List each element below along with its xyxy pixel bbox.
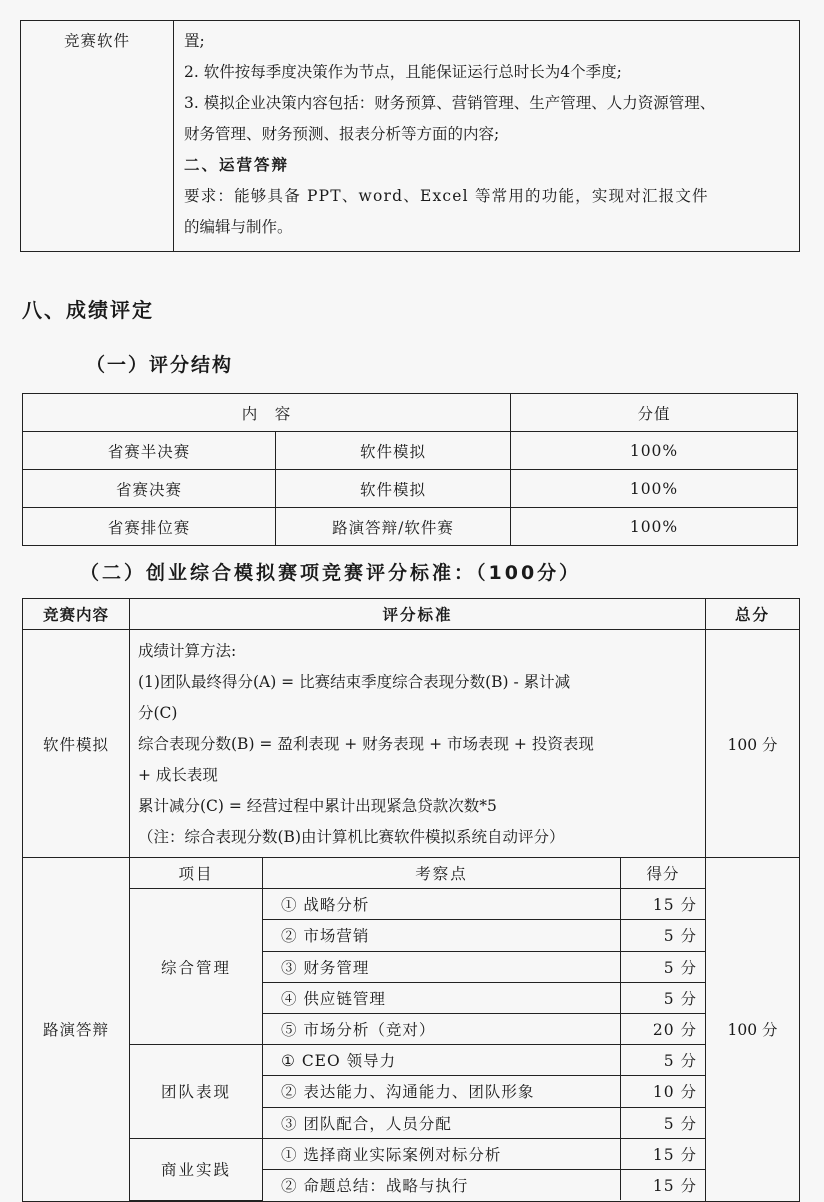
point-score: 15 分 — [621, 1138, 706, 1169]
row-content — [174, 21, 800, 252]
table-header-row — [23, 394, 798, 432]
point-score: 20 分 — [621, 1013, 706, 1044]
point-score: 10 分 — [621, 1076, 706, 1107]
competition-software-table — [20, 20, 800, 252]
roadshow-criteria-table — [130, 858, 705, 1201]
text-line: (1)团队最终得分(A) = 比赛结束季度综合表现分数(B) - 累计减 — [138, 673, 571, 691]
point-score: 5 分 — [621, 982, 706, 1013]
check-point: ② 命题总结：战略与执行 — [263, 1169, 621, 1200]
section-heading: 八、成绩评定 — [22, 298, 154, 322]
item-cell: 路演答辩/软件赛 — [276, 508, 511, 546]
group-name: 综合管理 — [130, 889, 263, 1045]
check-point: ① CEO 领导力 — [263, 1045, 621, 1076]
sub-heading-standard: （二）创业综合模拟赛项竞赛评分标准：（100分） — [80, 562, 582, 584]
sub-header-item: 项目 — [130, 858, 263, 889]
table-row — [21, 21, 800, 252]
check-point: ④ 供应链管理 — [263, 982, 621, 1013]
check-point: ⑤ 市场分析（竞对） — [263, 1013, 621, 1044]
stage-cell: 省赛半决赛 — [23, 432, 276, 470]
text-line: 成绩计算方法: — [138, 642, 237, 660]
roadshow-row — [23, 858, 800, 1202]
table-row — [23, 470, 798, 508]
text-line: + 成长表现 — [138, 766, 218, 784]
text-line: 财务管理、财务预测、报表分析等方面的内容; — [184, 125, 500, 143]
point-score: 5 分 — [621, 951, 706, 982]
table-row — [130, 889, 705, 920]
text-line: 要求：能够具备 PPT、word、Excel 等常用的功能，实现对汇报文件 — [184, 187, 709, 205]
point-score: 15 分 — [621, 889, 706, 920]
point-score: 5 分 — [621, 1045, 706, 1076]
point-score: 15 分 — [621, 1169, 706, 1200]
text-line: 置; — [184, 32, 205, 50]
roadshow-total: 100 分 — [706, 858, 800, 1202]
item-cell: 软件模拟 — [276, 432, 511, 470]
text-line: 2. 软件按每季度决策作为节点，且能保证运行总时长为4个季度; — [184, 63, 622, 81]
sub-header-row — [130, 858, 705, 889]
check-point: ① 战略分析 — [263, 889, 621, 920]
sub-heading-structure: （一）评分结构 — [86, 354, 234, 376]
software-name: 软件模拟 — [23, 630, 130, 858]
score-cell: 100% — [511, 432, 798, 470]
table-row — [130, 1138, 705, 1169]
group-name: 团队表现 — [130, 1045, 263, 1139]
row-label: 竞赛软件 — [21, 21, 174, 252]
group-name: 商业实践 — [130, 1138, 263, 1200]
header-criteria: 评分标准 — [130, 599, 706, 630]
header-content: 竞赛内容 — [23, 599, 130, 630]
sub-header-score: 得分 — [621, 858, 706, 889]
text-line: 的编辑与制作。 — [184, 218, 293, 236]
check-point: ② 市场营销 — [263, 920, 621, 951]
score-cell: 100% — [511, 470, 798, 508]
text-line: 分(C) — [138, 704, 178, 722]
header-content: 内 容 — [23, 394, 511, 432]
scoring-standard-table — [22, 598, 800, 1202]
software-total: 100 分 — [706, 630, 800, 858]
point-score: 5 分 — [621, 1107, 706, 1138]
item-cell: 软件模拟 — [276, 470, 511, 508]
table-row — [23, 432, 798, 470]
table-header-row — [23, 599, 800, 630]
text-line: 累计减分(C) = 经营过程中累计出现紧急贷款次数*5 — [138, 797, 497, 815]
text-line: （注：综合表现分数(B)由计算机比赛软件模拟系统自动评分） — [138, 828, 565, 846]
table-row — [130, 1045, 705, 1076]
text-line: 综合表现分数(B) = 盈利表现 + 财务表现 + 市场表现 + 投资表现 — [138, 735, 594, 753]
point-score: 5 分 — [621, 920, 706, 951]
check-point: ① 选择商业实际案例对标分析 — [263, 1138, 621, 1169]
header-score: 分值 — [511, 394, 798, 432]
check-point: ③ 财务管理 — [263, 951, 621, 982]
check-point: ③ 团队配合，人员分配 — [263, 1107, 621, 1138]
roadshow-criteria — [130, 858, 706, 1202]
roadshow-name: 路演答辩 — [23, 858, 130, 1202]
table-row — [23, 508, 798, 546]
subheading: 二、运营答辩 — [184, 156, 290, 174]
score-cell: 100% — [511, 508, 798, 546]
software-row — [23, 630, 800, 858]
check-point: ② 表达能力、沟通能力、团队形象 — [263, 1076, 621, 1107]
stage-cell: 省赛决赛 — [23, 470, 276, 508]
sub-header-point: 考察点 — [263, 858, 621, 889]
method-text — [130, 630, 706, 858]
stage-cell: 省赛排位赛 — [23, 508, 276, 546]
text-line: 3. 模拟企业决策内容包括：财务预算、营销管理、生产管理、人力资源管理、 — [184, 94, 716, 112]
score-structure-table — [22, 393, 798, 546]
header-total: 总分 — [706, 599, 800, 630]
